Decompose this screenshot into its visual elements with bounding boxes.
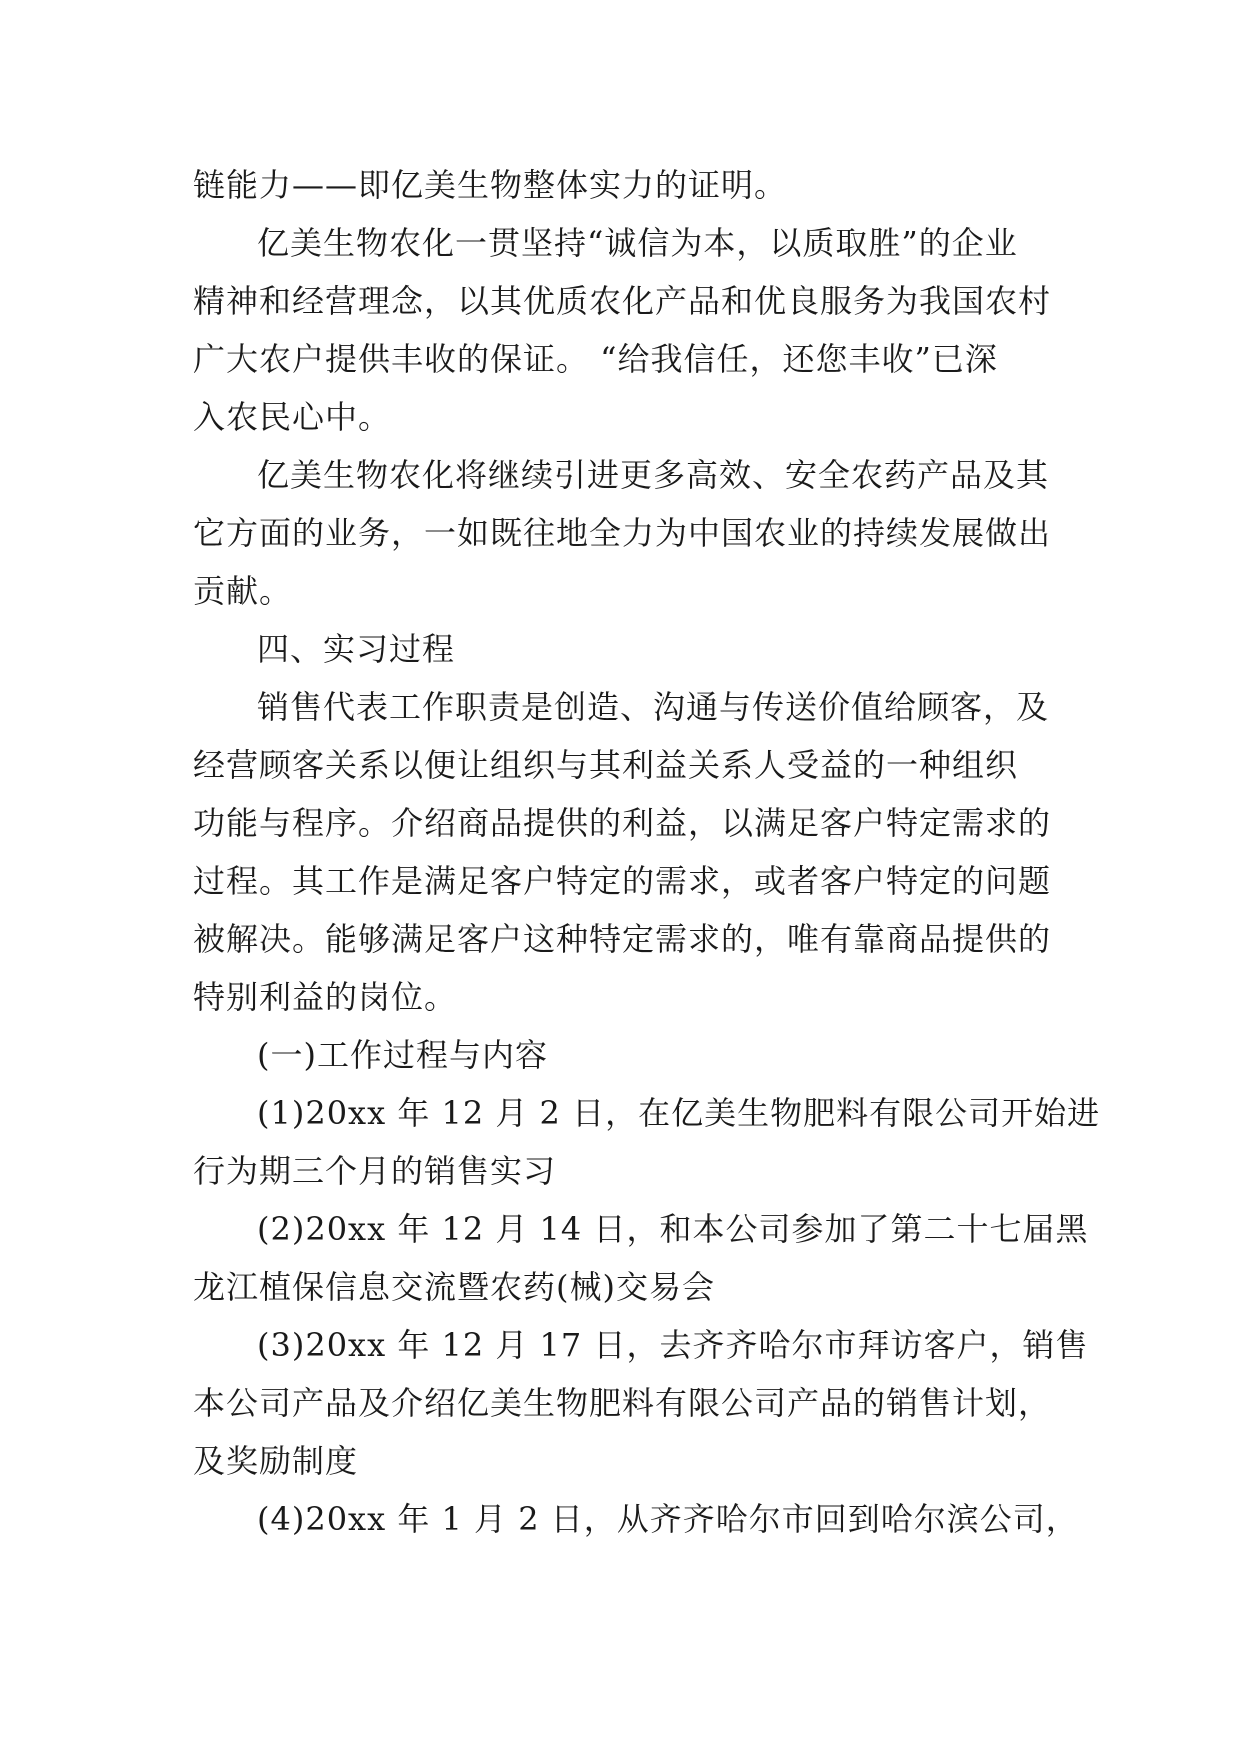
text-line: 链能力——即亿美生物整体实力的证明。 [193,166,788,204]
text-line: 特别利益的岗位。 [193,978,458,1016]
text-line: 过程。其工作是满足客户特定的需求，或者客户特定的问题 [193,862,1052,900]
list-item: (3)20xx 年 12 月 17 日，去齐齐哈尔市拜访客户，销售 [257,1326,1089,1364]
subsection-heading: (一)工作过程与内容 [257,1036,548,1074]
text-line: 广大农户提供丰收的保证。 “给我信任，还您丰收”已深 [193,340,998,378]
list-item: (4)20xx 年 1 月 2 日，从齐齐哈尔市回到哈尔滨公司， [257,1500,1079,1538]
text-line: 被解决。能够满足客户这种特定需求的，唯有靠商品提供的 [193,920,1052,958]
text-line: 功能与程序。介绍商品提供的利益，以满足客户特定需求的 [193,804,1052,842]
text-line: 行为期三个月的销售实习 [193,1152,557,1190]
text-line: 它方面的业务，一如既往地全力为中国农业的持续发展做出 [193,514,1052,552]
list-item: (1)20xx 年 12 月 2 日，在亿美生物肥料有限公司开始进 [257,1094,1101,1132]
text-line: 本公司产品及介绍亿美生物肥料有限公司产品的销售计划， [193,1384,1052,1422]
paragraph-start: 亿美生物农化将继续引进更多高效、安全农药产品及其 [257,456,1050,494]
section-heading: 四、实习过程 [257,630,456,668]
list-item: (2)20xx 年 12 月 14 日，和本公司参加了第二十七届黑 [257,1210,1089,1248]
paragraph-start: 销售代表工作职责是创造、沟通与传送价值给顾客，及 [257,688,1050,726]
text-line: 龙江植保信息交流暨农药(械)交易会 [193,1268,715,1306]
text-line: 精神和经营理念，以其优质农化产品和优良服务为我国农村 [193,282,1052,320]
text-line: 贡献。 [193,572,293,610]
text-line: 经营顾客关系以便让组织与其利益关系人受益的一种组织 [193,746,1019,784]
paragraph-start: 亿美生物农化一贯坚持“诚信为本，以质取胜”的企业 [257,224,1018,262]
text-line: 入农民心中。 [193,398,392,436]
text-line: 及奖励制度 [193,1442,359,1480]
